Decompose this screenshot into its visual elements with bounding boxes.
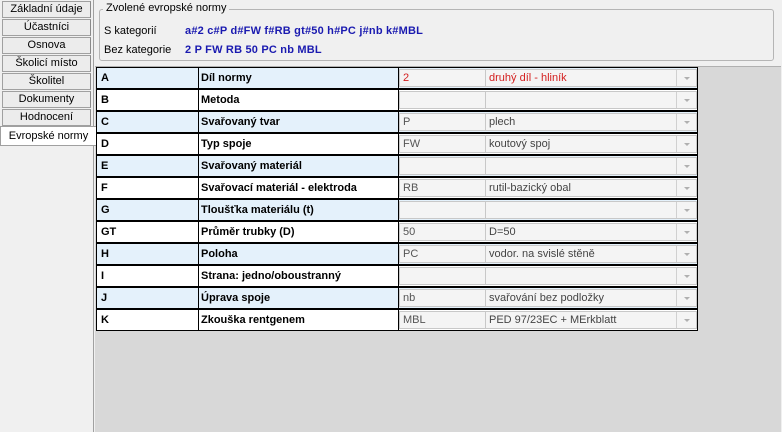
combobox-code: MBL <box>402 312 486 328</box>
row-code: B <box>101 94 109 106</box>
column-divider <box>198 156 199 176</box>
combobox-text: D=50 <box>489 226 516 238</box>
row-name: Svařovací materiál - elektroda <box>201 182 357 194</box>
table-row <box>96 67 698 89</box>
tab-skolitel[interactable]: Školitel <box>2 73 91 90</box>
table-row <box>96 111 698 133</box>
combobox-code: nb <box>402 290 486 306</box>
combobox-text: vodor. na svislé stěně <box>489 248 595 260</box>
combobox-text <box>489 92 674 108</box>
value-combobox[interactable] <box>399 179 697 197</box>
value-combobox[interactable] <box>399 69 697 87</box>
combobox-text: rutil-bazický obal <box>489 182 571 194</box>
row-name: Strana: jedno/oboustranný <box>201 270 341 282</box>
value-combobox[interactable] <box>399 113 697 131</box>
combobox-code: 2 <box>402 70 486 86</box>
row-code: E <box>101 160 109 172</box>
table-row <box>96 243 698 265</box>
chevron-down-icon[interactable] <box>676 180 696 196</box>
table-row <box>96 265 698 287</box>
table-row <box>96 221 698 243</box>
groupbox-title: Zvolené evropské normy <box>103 2 229 14</box>
column-divider <box>198 134 199 154</box>
row-code: J <box>101 292 108 304</box>
chevron-down-icon[interactable] <box>676 224 696 240</box>
tab-osnova[interactable]: Osnova <box>2 37 91 54</box>
value-combobox[interactable] <box>399 135 697 153</box>
chevron-down-icon[interactable] <box>676 136 696 152</box>
row-name: Tloušťka materiálu (t) <box>201 204 314 216</box>
column-divider <box>198 244 199 264</box>
table-row <box>96 177 698 199</box>
value-combobox[interactable] <box>399 223 697 241</box>
chevron-down-icon[interactable] <box>676 246 696 262</box>
combobox-code <box>402 158 486 174</box>
row-code: H <box>101 248 109 260</box>
column-divider <box>198 178 199 198</box>
combobox-code: PC <box>402 246 486 262</box>
combobox-code <box>402 268 486 284</box>
table-row <box>96 89 698 111</box>
chevron-down-icon[interactable] <box>676 290 696 306</box>
value-combobox[interactable] <box>399 311 697 329</box>
row-name: Díl normy <box>201 72 252 84</box>
combobox-text: koutový spoj <box>489 138 551 150</box>
row-code: I <box>101 270 105 282</box>
row-name: Poloha <box>201 248 238 260</box>
row-code: G <box>101 204 110 216</box>
column-divider <box>198 68 199 88</box>
without-category-value: 2 P FW RB 50 PC nb MBL <box>185 44 322 56</box>
combobox-code <box>402 92 486 108</box>
chevron-down-icon[interactable] <box>676 202 696 218</box>
row-name: Typ spoje <box>201 138 252 150</box>
tab-skolici-misto[interactable]: Školicí místo <box>2 55 91 72</box>
table-row <box>96 287 698 309</box>
combobox-text <box>489 158 674 174</box>
row-code: K <box>101 314 109 326</box>
combobox-code: P <box>402 114 486 130</box>
row-code: F <box>101 182 108 194</box>
column-divider <box>198 310 199 330</box>
chevron-down-icon[interactable] <box>676 70 696 86</box>
combobox-code: 50 <box>402 224 486 240</box>
combobox-text: svařování bez podložky <box>489 292 604 304</box>
tab-evropske-normy[interactable]: Evropské normy <box>0 126 96 146</box>
chevron-down-icon[interactable] <box>676 312 696 328</box>
combobox-text <box>489 202 674 218</box>
tab-dokumenty[interactable]: Dokumenty <box>2 91 91 108</box>
table-row <box>96 133 698 155</box>
chevron-down-icon[interactable] <box>676 268 696 284</box>
table-row <box>96 199 698 221</box>
row-name: Průměr trubky (D) <box>201 226 295 238</box>
value-combobox[interactable] <box>399 157 697 175</box>
column-divider <box>198 112 199 132</box>
column-divider <box>198 90 199 110</box>
column-divider <box>198 222 199 242</box>
row-code: GT <box>101 226 117 238</box>
table-row <box>96 309 698 331</box>
row-name: Zkouška rentgenem <box>201 314 305 326</box>
row-name: Svařovaný materiál <box>201 160 302 172</box>
column-divider <box>198 200 199 220</box>
row-name: Metoda <box>201 94 240 106</box>
row-code: C <box>101 116 109 128</box>
chevron-down-icon[interactable] <box>676 158 696 174</box>
column-divider <box>198 288 199 308</box>
combobox-text: druhý díl - hliník <box>489 72 567 84</box>
combobox-text <box>489 268 674 284</box>
combobox-code <box>402 202 486 218</box>
chevron-down-icon[interactable] <box>676 114 696 130</box>
value-combobox[interactable] <box>399 267 697 285</box>
tab-hodnoceni[interactable]: Hodnocení <box>2 109 91 126</box>
combobox-text: plech <box>489 116 516 128</box>
tab-zakladni-udaje[interactable]: Základní údaje <box>2 1 91 18</box>
row-code: A <box>101 72 109 84</box>
combobox-code: FW <box>402 136 486 152</box>
combobox-text: PED 97/23EC + MErkblatt <box>489 314 617 326</box>
value-combobox[interactable] <box>399 289 697 307</box>
value-combobox[interactable] <box>399 91 697 109</box>
row-name: Úprava spoje <box>201 292 271 304</box>
row-code: D <box>101 138 109 150</box>
without-category-label: Bez kategorie <box>104 44 172 56</box>
chevron-down-icon[interactable] <box>676 92 696 108</box>
row-name: Svařovaný tvar <box>201 116 280 128</box>
column-divider <box>198 266 199 286</box>
combobox-code: RB <box>402 180 486 196</box>
with-category-label: S kategorií <box>104 25 157 37</box>
value-combobox[interactable] <box>399 201 697 219</box>
tab-ucastnici[interactable]: Účastníci <box>2 19 91 36</box>
table-row <box>96 155 698 177</box>
with-category-value: a#2 c#P d#FW f#RB gt#50 h#PC j#nb k#MBL <box>185 25 424 37</box>
value-combobox[interactable] <box>399 245 697 263</box>
